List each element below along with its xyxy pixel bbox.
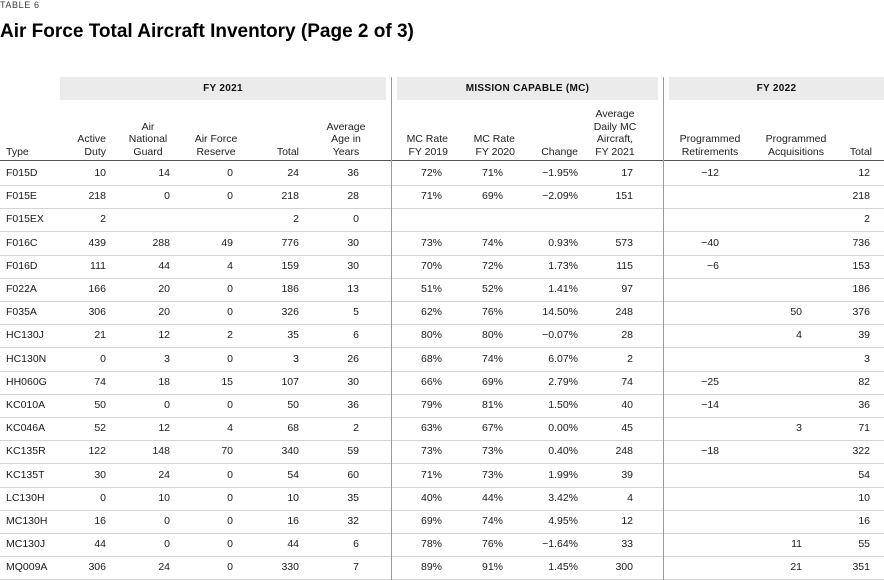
table-row: [0, 255, 884, 279]
cell-active: 30: [94, 468, 106, 481]
cell-total21: 44: [287, 538, 299, 551]
cell-age: 32: [347, 515, 359, 527]
cell-age: 6: [353, 538, 359, 551]
column-header-afr: Air Force Reserve: [194, 133, 238, 158]
table-row: [0, 162, 884, 186]
cell-type: MC130J: [6, 538, 46, 551]
cell-mc20: 69%: [481, 375, 503, 388]
cell-mc19: 68%: [420, 352, 442, 365]
cell-mc20: 76%: [481, 306, 503, 319]
table-row: [0, 208, 884, 232]
cell-ret: [670, 324, 719, 347]
cell-mc19: 89%: [420, 561, 442, 574]
cell-age: 30: [347, 259, 359, 272]
cell-mc20: 91%: [481, 561, 503, 574]
cell-mc20: 71%: [481, 167, 503, 179]
group-header-mission-capable: MISSION CAPABLE (MC): [397, 77, 658, 100]
cell-acq: 3: [796, 422, 802, 435]
cell-daily: 115: [616, 259, 633, 272]
table-row: [0, 464, 884, 488]
group-header-fy2021: FY 2021: [60, 77, 386, 100]
cell-afr: 4: [227, 259, 233, 272]
table-row: [0, 185, 884, 209]
cell-mc20: 73%: [481, 445, 503, 458]
cell-active: 44: [94, 538, 106, 551]
cell-total22: 322: [852, 445, 870, 458]
cell-ang: 10: [158, 491, 170, 504]
cell-mc19: 40%: [420, 491, 442, 504]
cell-mc20: 44%: [481, 491, 503, 504]
cell-mc20: 52%: [481, 283, 503, 295]
cell-ang: 3: [164, 352, 170, 365]
table-row: [0, 301, 884, 325]
cell-age: 2: [353, 422, 359, 435]
cell-mc19: 73%: [420, 236, 442, 249]
cell-total22: 54: [858, 468, 870, 481]
cell-total22: 10: [858, 491, 870, 504]
cell-acq: [752, 232, 802, 255]
cell-age: 26: [347, 352, 359, 365]
cell-daily: 17: [621, 167, 633, 179]
cell-afr: 0: [227, 399, 233, 411]
cell-total21: 2: [293, 213, 299, 226]
cell-active: 2: [100, 213, 106, 226]
cell-age: 28: [347, 190, 359, 203]
column-header-change: Change: [541, 145, 578, 158]
cell-total21: 218: [281, 190, 299, 203]
cell-mc19: 62%: [420, 306, 442, 319]
cell-mc20: 72%: [481, 259, 503, 272]
column-header-mc20: MC Rate FY 2020: [473, 133, 515, 158]
cell-type: HC130J: [6, 329, 44, 342]
cell-total22: 16: [858, 515, 870, 527]
cell-type: MQ009A: [6, 561, 48, 574]
cell-change: −2.09%: [542, 190, 578, 203]
cell-active: 0: [100, 352, 106, 365]
table-row: [0, 487, 884, 511]
cell-active: 21: [94, 329, 106, 342]
column-header-age: Average Age in Years: [326, 120, 366, 158]
cell-active: 74: [94, 375, 106, 388]
column-header-daily: Average Daily MC Aircraft, FY 2021: [593, 108, 637, 158]
column-header-mc19: MC Rate FY 2019: [406, 133, 448, 158]
cell-acq: [752, 510, 802, 533]
group-header-fy2022: FY 2022: [669, 77, 884, 100]
cell-ret: [670, 348, 719, 371]
cell-acq: [752, 278, 802, 301]
cell-mc19: 51%: [420, 283, 442, 295]
cell-total22: 82: [858, 375, 870, 388]
cell-acq: [752, 440, 802, 463]
cell-mc19: 79%: [420, 399, 442, 411]
cell-afr: 0: [227, 561, 233, 574]
column-divider: [663, 77, 664, 580]
cell-afr: 0: [227, 491, 233, 504]
cell-daily: 151: [615, 190, 633, 203]
cell-daily: 300: [615, 561, 633, 574]
cell-acq: [752, 162, 802, 185]
cell-ret: [670, 510, 719, 533]
cell-age: 6: [353, 329, 359, 342]
cell-total21: 16: [287, 515, 299, 527]
cell-age: 5: [353, 306, 359, 319]
cell-daily: 28: [621, 329, 633, 342]
cell-mc20: 67%: [481, 422, 503, 435]
cell-afr: 0: [227, 468, 233, 481]
cell-change: 6.07%: [548, 352, 578, 365]
cell-ret: [670, 464, 719, 487]
cell-ang: 148: [152, 445, 170, 458]
cell-total22: 351: [852, 561, 870, 574]
cell-total21: 776: [281, 236, 299, 249]
cell-total22: 218: [852, 190, 870, 203]
table-row: [0, 278, 884, 302]
column-header-acq: Programmed Acquisitions: [765, 133, 827, 158]
cell-change: 1.50%: [548, 399, 578, 411]
cell-total22: 186: [852, 283, 870, 295]
cell-type: F016C: [6, 236, 38, 249]
cell-ret: [670, 278, 719, 301]
cell-mc19: 80%: [420, 329, 442, 342]
cell-change: 0.00%: [548, 422, 578, 435]
cell-total22: 36: [858, 399, 870, 411]
cell-total22: 736: [852, 236, 870, 249]
cell-total22: 2: [864, 213, 870, 226]
cell-daily: 33: [621, 538, 633, 551]
cell-daily: 74: [621, 375, 633, 388]
cell-mc19: 73%: [420, 445, 442, 458]
cell-change: 14.50%: [542, 306, 578, 319]
table-row: [0, 510, 884, 534]
cell-daily: 97: [621, 283, 633, 295]
cell-type: MC130H: [6, 515, 48, 527]
cell-age: 0: [353, 213, 359, 226]
column-divider: [391, 77, 392, 580]
cell-daily: 45: [621, 422, 633, 435]
cell-ang: 0: [164, 190, 170, 203]
cell-afr: [186, 208, 233, 231]
column-header-total21: Total: [276, 145, 299, 158]
cell-change: 0.40%: [548, 445, 578, 458]
cell-acq: 21: [790, 561, 802, 574]
cell-type: F015EX: [6, 213, 44, 226]
cell-ang: 0: [164, 399, 170, 411]
cell-active: 16: [94, 515, 106, 527]
column-header-ang: Air National Guard: [128, 120, 168, 158]
cell-ret: [670, 185, 719, 208]
cell-ang: 0: [164, 515, 170, 527]
cell-daily: 2: [627, 352, 633, 365]
cell-type: F035A: [6, 306, 37, 319]
cell-ret: −40: [701, 236, 719, 249]
cell-mc20: 76%: [481, 538, 503, 551]
cell-mc19: [398, 208, 442, 231]
cell-total22: 39: [858, 329, 870, 342]
cell-mc20: 74%: [481, 352, 503, 365]
cell-ang: 20: [158, 306, 170, 319]
cell-afr: 2: [227, 329, 233, 342]
cell-ret: [670, 533, 719, 556]
cell-acq: 50: [790, 306, 802, 319]
table-row: [0, 371, 884, 395]
table-row: [0, 440, 884, 464]
cell-ret: −12: [701, 167, 719, 179]
cell-afr: 0: [227, 515, 233, 527]
column-header-ret: Programmed Retirements: [679, 133, 741, 158]
cell-active: 52: [94, 422, 106, 435]
cell-age: 60: [347, 468, 359, 481]
cell-mc19: 66%: [420, 375, 442, 388]
cell-afr: 0: [227, 306, 233, 319]
cell-type: HC130N: [6, 352, 47, 365]
cell-mc20: 80%: [481, 329, 503, 342]
cell-acq: [752, 255, 802, 278]
cell-total22: 12: [858, 167, 870, 179]
cell-age: 30: [347, 375, 359, 388]
cell-total21: 35: [287, 329, 299, 342]
cell-mc19: 71%: [420, 468, 442, 481]
cell-age: 36: [347, 399, 359, 411]
cell-total22: 3: [864, 352, 870, 365]
column-header-total22: Total: [849, 145, 872, 158]
cell-change: 4.95%: [548, 515, 578, 527]
table-row: [0, 417, 884, 441]
cell-active: 10: [94, 167, 106, 179]
cell-mc19: 72%: [420, 167, 442, 179]
cell-mc19: 63%: [420, 422, 442, 435]
cell-ang: 12: [158, 422, 170, 435]
cell-acq: 11: [791, 538, 802, 551]
table-row: [0, 556, 884, 580]
cell-total21: 159: [281, 259, 299, 272]
cell-ang: 288: [152, 236, 170, 249]
table-row: [0, 348, 884, 372]
cell-age: 7: [353, 561, 359, 574]
cell-total21: 54: [287, 468, 299, 481]
cell-afr: 49: [221, 236, 233, 249]
cell-total21: 107: [281, 375, 299, 388]
cell-change: 1.41%: [548, 283, 578, 295]
cell-active: 306: [88, 561, 106, 574]
cell-ret: −25: [701, 375, 719, 388]
cell-change: 2.79%: [548, 375, 578, 388]
cell-total22: 71: [858, 422, 870, 435]
table-row: [0, 394, 884, 418]
cell-ret: [670, 208, 719, 231]
header-rule: [0, 160, 884, 161]
cell-ret: [670, 417, 719, 440]
cell-active: 0: [100, 491, 106, 504]
cell-mc19: 69%: [420, 515, 442, 527]
table-row: [0, 533, 884, 557]
cell-total21: 330: [281, 561, 299, 574]
cell-total21: 24: [287, 167, 299, 179]
cell-active: 111: [90, 259, 106, 272]
cell-type: HH060G: [6, 375, 47, 388]
cell-mc20: 81%: [481, 399, 503, 411]
cell-change: 0.93%: [548, 236, 578, 249]
cell-ang: 44: [158, 259, 170, 272]
cell-change: 1.45%: [548, 561, 578, 574]
cell-mc20: 74%: [481, 515, 503, 527]
cell-age: 59: [347, 445, 359, 458]
cell-ang: 24: [158, 468, 170, 481]
cell-type: KC046A: [6, 422, 46, 435]
cell-type: F015E: [6, 190, 37, 203]
cell-afr: 15: [221, 375, 233, 388]
cell-total22: 376: [852, 306, 870, 319]
cell-acq: [752, 208, 802, 231]
cell-acq: [752, 371, 802, 394]
table-row: [0, 324, 884, 348]
cell-daily: 40: [621, 399, 633, 411]
cell-mc20: [460, 208, 503, 231]
cell-mc20: 74%: [481, 236, 503, 249]
cell-total21: 326: [281, 306, 299, 319]
cell-total22: 55: [858, 538, 870, 551]
cell-acq: [752, 348, 802, 371]
cell-daily: [585, 208, 633, 231]
cell-type: KC010A: [6, 399, 46, 411]
cell-acq: [752, 185, 802, 208]
cell-total21: 68: [287, 422, 299, 435]
cell-daily: 248: [615, 306, 633, 319]
cell-active: 306: [88, 306, 106, 319]
cell-afr: 70: [221, 445, 233, 458]
cell-age: 35: [347, 491, 359, 504]
cell-daily: 39: [621, 468, 633, 481]
cell-afr: 0: [227, 283, 233, 295]
cell-active: 122: [88, 445, 106, 458]
column-header-type: Type: [6, 145, 29, 158]
cell-daily: 248: [615, 445, 633, 458]
cell-mc20: 69%: [481, 190, 503, 203]
cell-ret: −6: [707, 259, 719, 272]
cell-mc19: 78%: [420, 538, 442, 551]
cell-change: 1.73%: [548, 259, 578, 272]
cell-total21: 340: [281, 445, 299, 458]
cell-change: −1.95%: [542, 167, 578, 179]
cell-daily: 573: [615, 236, 633, 249]
cell-type: F016D: [6, 259, 38, 272]
cell-afr: 0: [227, 190, 233, 203]
cell-age: 30: [347, 236, 359, 249]
column-header-active: Active Duty: [77, 133, 106, 158]
cell-type: KC135T: [6, 468, 45, 481]
cell-mc20: 73%: [481, 468, 503, 481]
cell-change: [528, 208, 578, 231]
cell-ret: [670, 301, 719, 324]
cell-total21: 50: [287, 399, 299, 411]
cell-ang: 20: [158, 283, 170, 295]
cell-change: 3.42%: [548, 491, 578, 504]
cell-afr: 0: [227, 352, 233, 365]
cell-ang: 18: [158, 375, 170, 388]
cell-active: 50: [94, 399, 106, 411]
cell-total22: 153: [852, 259, 870, 272]
cell-afr: 0: [227, 167, 233, 179]
cell-mc19: 70%: [420, 259, 442, 272]
cell-age: 36: [347, 167, 359, 179]
cell-total21: 186: [281, 283, 299, 295]
page-title: Air Force Total Aircraft Inventory (Page 2 of 3): [0, 21, 414, 42]
cell-ang: [118, 208, 170, 231]
cell-ret: −18: [701, 445, 719, 458]
cell-acq: [752, 394, 802, 417]
cell-type: F015D: [6, 167, 38, 179]
cell-ret: [670, 556, 719, 579]
cell-ret: [670, 487, 719, 510]
cell-acq: [752, 487, 802, 510]
cell-ret: −14: [701, 399, 719, 411]
cell-daily: 4: [627, 491, 633, 504]
table-row: [0, 232, 884, 256]
cell-ang: 12: [158, 329, 170, 342]
cell-age: 13: [347, 283, 359, 295]
cell-type: KC135R: [6, 445, 46, 458]
cell-ang: 24: [158, 561, 170, 574]
cell-afr: 4: [227, 422, 233, 435]
table-kicker: TABLE 6: [0, 0, 40, 10]
cell-ang: 0: [164, 538, 170, 551]
cell-active: 439: [88, 236, 106, 249]
cell-active: 218: [88, 190, 106, 203]
cell-total21: 10: [287, 491, 299, 504]
cell-change: 1.99%: [548, 468, 578, 481]
cell-type: LC130H: [6, 491, 45, 504]
cell-total21: 3: [293, 352, 299, 365]
cell-mc19: 71%: [420, 190, 442, 203]
cell-daily: 12: [621, 515, 633, 527]
cell-acq: 4: [796, 329, 802, 342]
cell-active: 166: [88, 283, 106, 295]
cell-afr: 0: [227, 538, 233, 551]
cell-acq: [752, 464, 802, 487]
cell-type: F022A: [6, 283, 37, 295]
cell-change: −1.64%: [542, 538, 578, 551]
cell-change: −0.07%: [542, 329, 578, 342]
cell-ang: 14: [158, 167, 170, 179]
